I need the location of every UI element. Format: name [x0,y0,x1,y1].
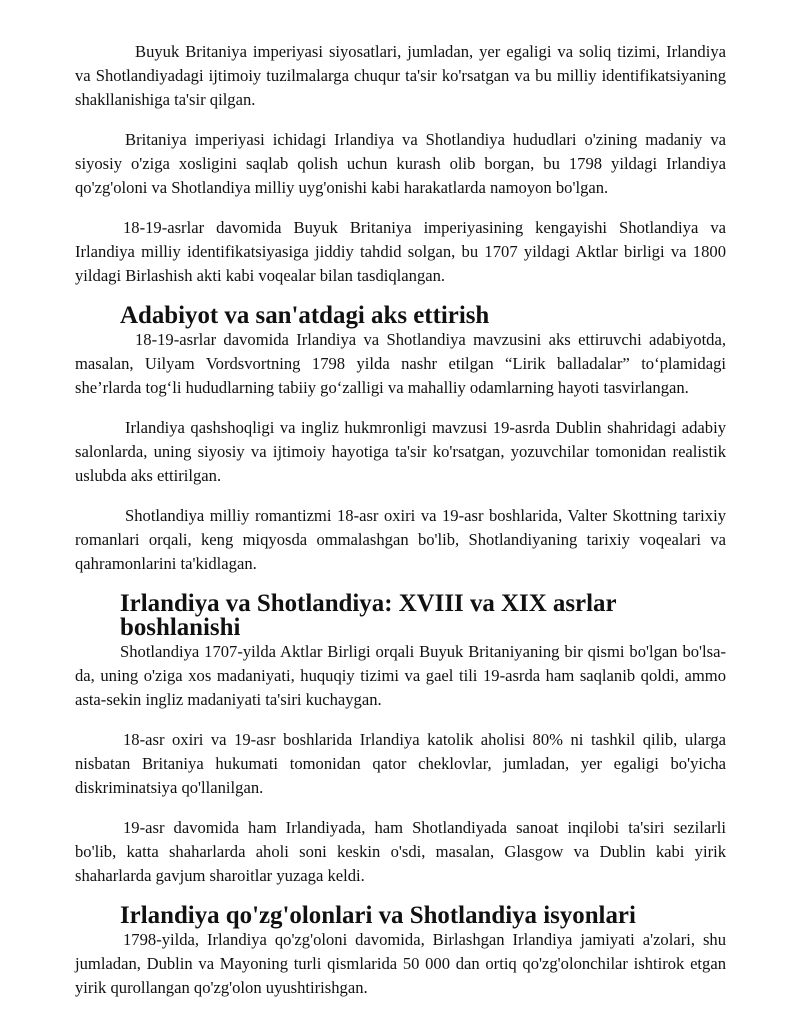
intro-paragraph-3: 18-19-asrlar davomida Buyuk Britaniya imperiyasining kengayishi Shotlandiya va Irlandiya milliy identifikatsiyasiga jiddiy tahdid solgan, bu 1707 yildagi Aktlar birligi va 1800 yildagi Birlashish akti kabi voqealar bilan tasdiqlangan. [75,218,726,285]
section-heading-beginning: Irlandiya va Shotlandiya: XVIII va XIX asrlar boshlanishi [120,590,617,641]
intro-paragraph-1: Buyuk Britaniya imperiyasi siyosatlari, jumladan, yer egaligi va soliq tizimi, Irlandiya va Shotlandiyadagi ijtimoiy tuzilmalarga chuqur ta'sir ko'rsatgan va bu milliy identifikatsiyaning shakllanishiga ta'sir qilgan. [75,42,726,109]
section-heading-literature: Adabiyot va san'atdagi aks ettirish [120,302,490,329]
intro-paragraph-2: Britaniya imperiyasi ichidagi Irlandiya va Shotlandiya hududlari o'zining madaniy va siyosiy o'ziga xosligini saqlab qolish uchun kurash olib borgan, bu 1798 yildagi Irlandiya qo'zg'oloni va Shotlandiya milliy uyg'onishi kabi harakatlarda namoyon bo'lgan. [75,130,726,197]
section-heading-uprisings: Irlandiya qo'zg'olonlari va Shotlandiya isyonlari [120,902,636,929]
literature-paragraph-1: 18-19-asrlar davomida Irlandiya va Shotlandiya mavzusini aks ettiruvchi adabiyotda, masalan, Uilyam Vordsvortning 1798 yilda nashr etilgan “Lirik balladalar” to‘plamidagi she’rlarda tog‘li hududlarning tabiiy go‘zalligi va mahalliy odamlarning hayoti tasvirlangan. [75,330,726,397]
literature-paragraph-3: Shotlandiya milliy romantizmi 18-asr oxiri va 19-asr boshlarida, Valter Skottning tarixiy romanlari orqali, keng miqyosda ommalashgan bo'lib, Shotlandiyaning tarixiy voqealari va qahramonlarini ta'kidlagan. [75,506,726,573]
uprisings-paragraph-1: 1798-yilda, Irlandiya qo'zg'oloni davomida, Birlashgan Irlandiya jamiyati a'zolari, shu jumladan, Dublin va Mayoning turli qismlarida 50 000 dan ortiq qo'zg'olonchilar ishtirok etgan yirik qurollangan qo'zg'olon uyushtirishgan. [75,930,726,997]
literature-paragraph-2: Irlandiya qashshoqligi va ingliz hukmronligi mavzusi 19-asrda Dublin shahridagi adabiy salonlarda, uning siyosiy va ijtimoiy hayotiga ta'sir ko'rsatgan, yozuvchilar tomonidan realistik uslubda aks ettirilgan. [75,418,726,485]
beginning-paragraph-3: 19-asr davomida ham Irlandiyada, ham Shotlandiyada sanoat inqilobi ta'siri sezilarli bo'lib, katta shaharlarda aholi soni keskin o'sdi, masalan, Glasgow va Dublin kabi yirik shaharlarda gavjum sharoitlar yuzaga keldi. [75,818,726,885]
beginning-paragraph-2: 18-asr oxiri va 19-asr boshlarida Irlandiya katolik aholisi 80% ni tashkil qilib, ularga nisbatan Britaniya hukumati tomonidan qator cheklovlar, jumladan, yer egaligi bo'yicha diskriminatsiya qo'llanilgan. [75,730,726,797]
beginning-paragraph-1: Shotlandiya 1707-yilda Aktlar Birligi orqali Buyuk Britaniyaning bir qismi bo'lgan bo'lsa-da, uning o'ziga xos madaniyati, huquqiy tizimi va gael tili 19-asrda ham saqlanib qoldi, ammo asta-sekin ingliz madaniyati ta'siri kuchaygan. [75,642,726,709]
